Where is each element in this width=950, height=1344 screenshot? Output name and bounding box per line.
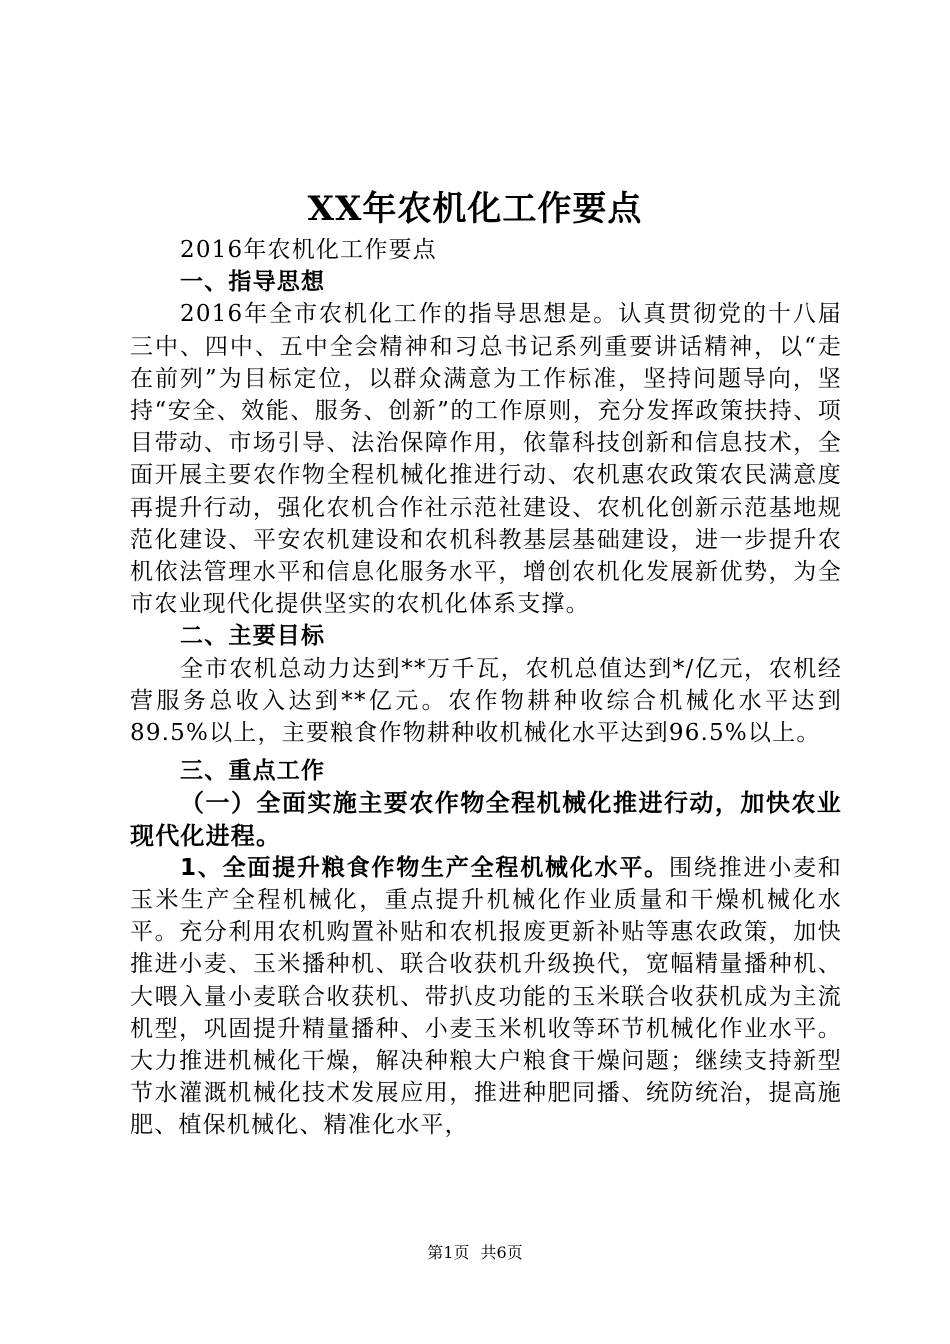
page-total: 共6页 [480,1243,523,1262]
document-title: XX年农机化工作要点 [307,189,643,229]
document-body [130,234,842,1142]
section-paragraph-main-goals: 全市农机总动力达到**万千瓦，农机总值达到*/亿元，农机经营服务总收入达到**亿元。农作物耕种收综合机械化水平达到89.5%以上，主要粮食作物耕种收机械化水平达到96.5%以上。 [130,655,842,747]
item-lead: 1、全面提升粮食作物生产全程机械化水平。 [180,854,669,881]
page-number: 第1页 [427,1243,470,1262]
page-footer [0,1243,950,1263]
section-heading-main-goals: 二、主要目标 [180,623,326,650]
section-paragraph-guiding-ideology: 2016年全市农机化工作的指导思想是。认真贯彻党的十八届三中、四中、五中全会精神和习总书记系列重要讲话精神，以“走在前列”为目标定位，以群众满意为工作标准，坚持问题导向，坚持“安全、效能、服务、创新”的工作原则，充分发挥政策扶持、项目带动、市场引导、法治保障作用，依靠科技创新和信息技术，全面开展主要农作物全程机械化推进行动、农机惠农政策农民满意度再提升行动，强化农机合作社示范社建设、农机化创新示范基地规范化建设、平安农机建设和农机科教基层基础建设，进一步提升农机依法管理水平和信息化服务水平，增创农机化发展新优势，为全市农业现代化提供坚实的农机化体系支撑。 [130,301,842,618]
document-subtitle: 2016年农机化工作要点 [180,237,437,263]
item-text: 围绕推进小麦和玉米生产全程机械化，重点提升机械化作业质量和干燥机械化水平。充分利用农机购置补贴和农机报废更新补贴等惠农政策，加快推进小麦、玉米播种机、联合收获机升级换代，宽幅精量播种机、大喂入量小麦联合收获机、带扒皮功能的玉米联合收获机成为主流机型，巩固提升精量播种、小麦玉米机收等环节机械化作业水平。大力推进机械化干燥，解决种粮大户粮食干燥问题；继续支持新型节水灌溉机械化技术发展应用，推进种肥同播、统防统治，提高施肥、植保机械化、精准化水平， [130,854,842,1139]
section-heading-key-work: 三、重点工作 [180,758,326,785]
subsection-heading-mechanization: （一）全面实施主要农作物全程机械化推进行动，加快农业现代化进程。 [130,789,842,850]
item-paragraph-grain-mechanization [130,852,842,1142]
section-heading-guiding-ideology: 一、指导思想 [180,269,326,296]
